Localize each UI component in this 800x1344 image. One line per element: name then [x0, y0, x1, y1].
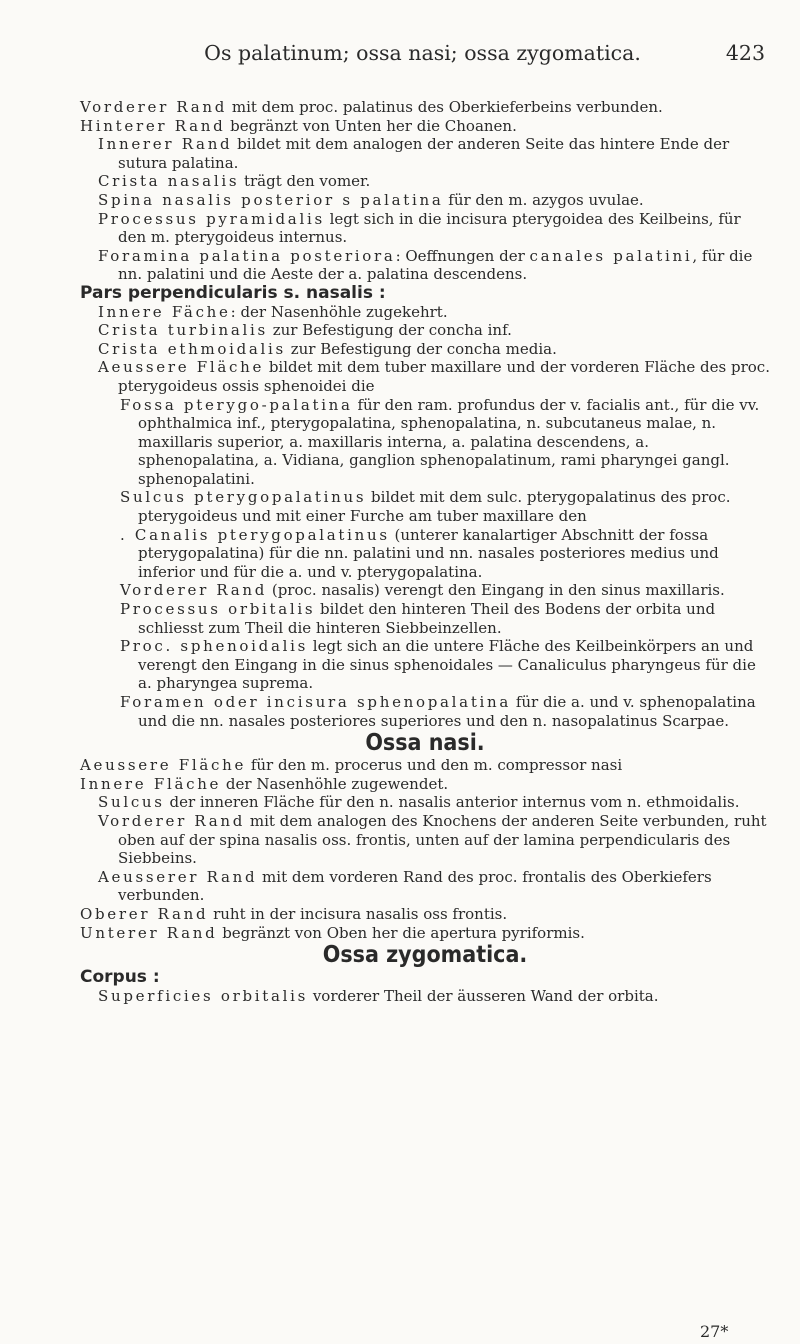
spaced-term: Vorderer Rand: [80, 98, 228, 116]
section-title: [80, 942, 770, 968]
text-line: [80, 358, 770, 395]
spaced-term: Vorderer Rand: [98, 811, 246, 830]
text-line: [80, 987, 770, 1006]
text-run: legt sich an die untere Fläche des Keilbeinkörpers an und verengt den Eingang in die sinus sphenoidales — Canaliculus pharyngeus für die a. pharyngea suprema.: [138, 637, 756, 693]
text-run: : der Nasenhöhle zugekehrt.: [230, 302, 448, 321]
subsection-heading: [80, 284, 770, 303]
text-run: bildet mit dem tuber maxillare und der vorderen Fläche des proc. pterygoideus ossis sphenoidei die: [118, 358, 770, 395]
running-title: Os palatinum; ossa nasi; ossa zygomatica.: [204, 41, 641, 65]
text-run: der Nasenhöhle zugewendet.: [221, 774, 449, 793]
text-line: [80, 812, 770, 868]
text-line: [80, 303, 770, 322]
text-line: [80, 905, 770, 924]
spaced-term: Hinterer Rand: [80, 116, 226, 135]
spaced-term: Aeusserer Rand: [98, 867, 258, 886]
text-run: Ossa zygomatica.: [322, 942, 528, 969]
text-line: [80, 191, 770, 210]
text-run: begränzt von Unten her die Choanen.: [225, 116, 517, 135]
spaced-term: Spina nasalis posterior s palatina: [98, 190, 444, 209]
spaced-term: Processus pyramidalis: [98, 209, 325, 228]
text-run: , für die nn. palatini und die Aeste der a. palatina descendens.: [118, 246, 753, 284]
text-run: bildet den hinteren Theil des Bodens der orbita und schliesst zum Theil die hinteren Siebbeinzellen.: [138, 600, 716, 637]
spaced-term: . Canalis pterygopalatinus: [120, 525, 390, 544]
text-run: : Oeffnungen der: [395, 246, 530, 265]
spaced-term: Proc. sphenoidalis: [120, 637, 308, 656]
text-line: [80, 600, 770, 637]
subsection-heading: [80, 968, 770, 987]
text-run: für die a. und v. sphenopalatina und die nn. nasales posteriores superiores und den n. nasopalatinus Scarpae.: [138, 693, 756, 730]
text-run: legt sich in die incisura pterygoidea des Keilbeins, für den m. pterygoideus internus.: [118, 209, 741, 247]
text-line: [80, 581, 770, 600]
text-line: [80, 247, 770, 284]
text-line: [80, 488, 770, 525]
text-run: bildet mit dem analogen der anderen Seite das hintere Ende der sutura palatina.: [118, 135, 730, 172]
text-run: zur Befestigung der concha inf.: [267, 321, 512, 340]
text-line: [80, 793, 770, 812]
text-line: [80, 117, 770, 136]
text-run: für den m. azygos uvulae.: [443, 190, 644, 209]
spaced-term: Sulcus: [98, 793, 165, 812]
spaced-term: Unterer Rand: [80, 923, 218, 942]
text-run: (proc. nasalis) verengt den Eingang in den sinus maxillaris.: [267, 581, 725, 600]
text-line: [80, 924, 770, 943]
text-run: Corpus :: [80, 967, 160, 988]
running-header: [80, 40, 765, 66]
text-run: Ossa nasi.: [365, 730, 485, 757]
text-line: [80, 172, 770, 191]
spaced-term: Crista turbinalis: [98, 321, 268, 340]
spaced-term: Crista nasalis: [98, 172, 240, 191]
text-run: begränzt von Oben her die apertura pyriformis.: [217, 923, 585, 942]
text-run: für den ram. profundus der v. facialis ant., für die vv. ophthalmica inf., pterygopalatina, sphenopalatina, n. subcutaneus malae, n. maxillaris superior, a. maxillaris interna, a. palatina descendens, a. sphenopalatina, a. Vidiana, ganglion sphenopalatinum, rami pharyngei gangl. sphenopalatini.: [138, 395, 760, 488]
text-line: [80, 396, 770, 489]
spaced-term: Sulcus pterygopalatinus: [120, 488, 367, 507]
text-run: mit dem proc. palatinus des Oberkieferbeins verbunden.: [227, 98, 663, 116]
text-line: [80, 98, 770, 117]
spaced-term: Processus orbitalis: [120, 600, 316, 619]
text-run: trägt den vomer.: [239, 172, 371, 191]
text-run: (unterer kanalartiger Abschnitt der fossa pterygopalatina) für die nn. palatini und nn. nasales posteriores medius und inferior und für die a. und v. pterygopalatina.: [138, 525, 719, 581]
spaced-term: Innerer Rand: [98, 135, 233, 154]
text-run: ruht in der incisura nasalis oss frontis.: [208, 904, 508, 923]
text-line: [80, 135, 770, 172]
text-run: mit dem vorderen Rand des proc. frontalis des Oberkiefers verbunden.: [118, 867, 712, 905]
text-line: [80, 756, 770, 775]
text-run: zur Befestigung der concha media.: [285, 339, 557, 358]
spaced-term: Innere Fäche: [98, 302, 231, 321]
spaced-term: Superficies orbitalis: [98, 986, 309, 1005]
spaced-term: Aeussere Fläche: [80, 756, 247, 775]
page-number: 423: [725, 41, 765, 65]
spaced-term: Crista ethmoidalis: [98, 339, 286, 358]
text-run: Pars perpendicularis s. nasalis :: [80, 282, 386, 303]
section-title: [80, 730, 770, 756]
text-line: [80, 210, 770, 247]
spaced-term: Fossa pterygo-palatina: [120, 395, 353, 414]
text-line: [80, 775, 770, 794]
spaced-term: Innere Fläche: [80, 774, 222, 793]
text-run: bildet mit dem sulc. pterygopalatinus des proc. pterygoideus und mit einer Furche am tuber maxillare den: [138, 488, 731, 526]
spaced-term: Foramen oder incisura sphenopalatina: [120, 693, 512, 711]
spaced-term: Foramina palatina posteriora: [98, 246, 396, 265]
signature-mark: 27*: [700, 1322, 729, 1341]
text-run: mit dem analogen des Knochens der anderen Seite verbunden, ruht oben auf der spina nasalis oss. frontis, unten auf der lamina perpendicularis des Siebbeins.: [118, 811, 767, 868]
text-run: für den m. procerus und den m. compressor nasi: [246, 756, 623, 775]
spaced-term: Aeussere Fläche: [98, 358, 265, 377]
text-run: der inneren Fläche für den n. nasalis anterior internus vom n. ethmoidalis.: [164, 793, 740, 812]
spaced-term: Oberer Rand: [80, 904, 209, 923]
text-line: [80, 340, 770, 359]
text-line: [80, 868, 770, 905]
spaced-term: canales palatini: [529, 246, 693, 265]
text-line: [80, 321, 770, 340]
text-line: [80, 637, 770, 693]
text-line: [80, 526, 770, 582]
text-run: vorderer Theil der äusseren Wand der orbita.: [308, 986, 659, 1005]
text-line: [80, 693, 770, 730]
spaced-term: Vorderer Rand: [120, 581, 268, 600]
text-body: [80, 98, 770, 1005]
